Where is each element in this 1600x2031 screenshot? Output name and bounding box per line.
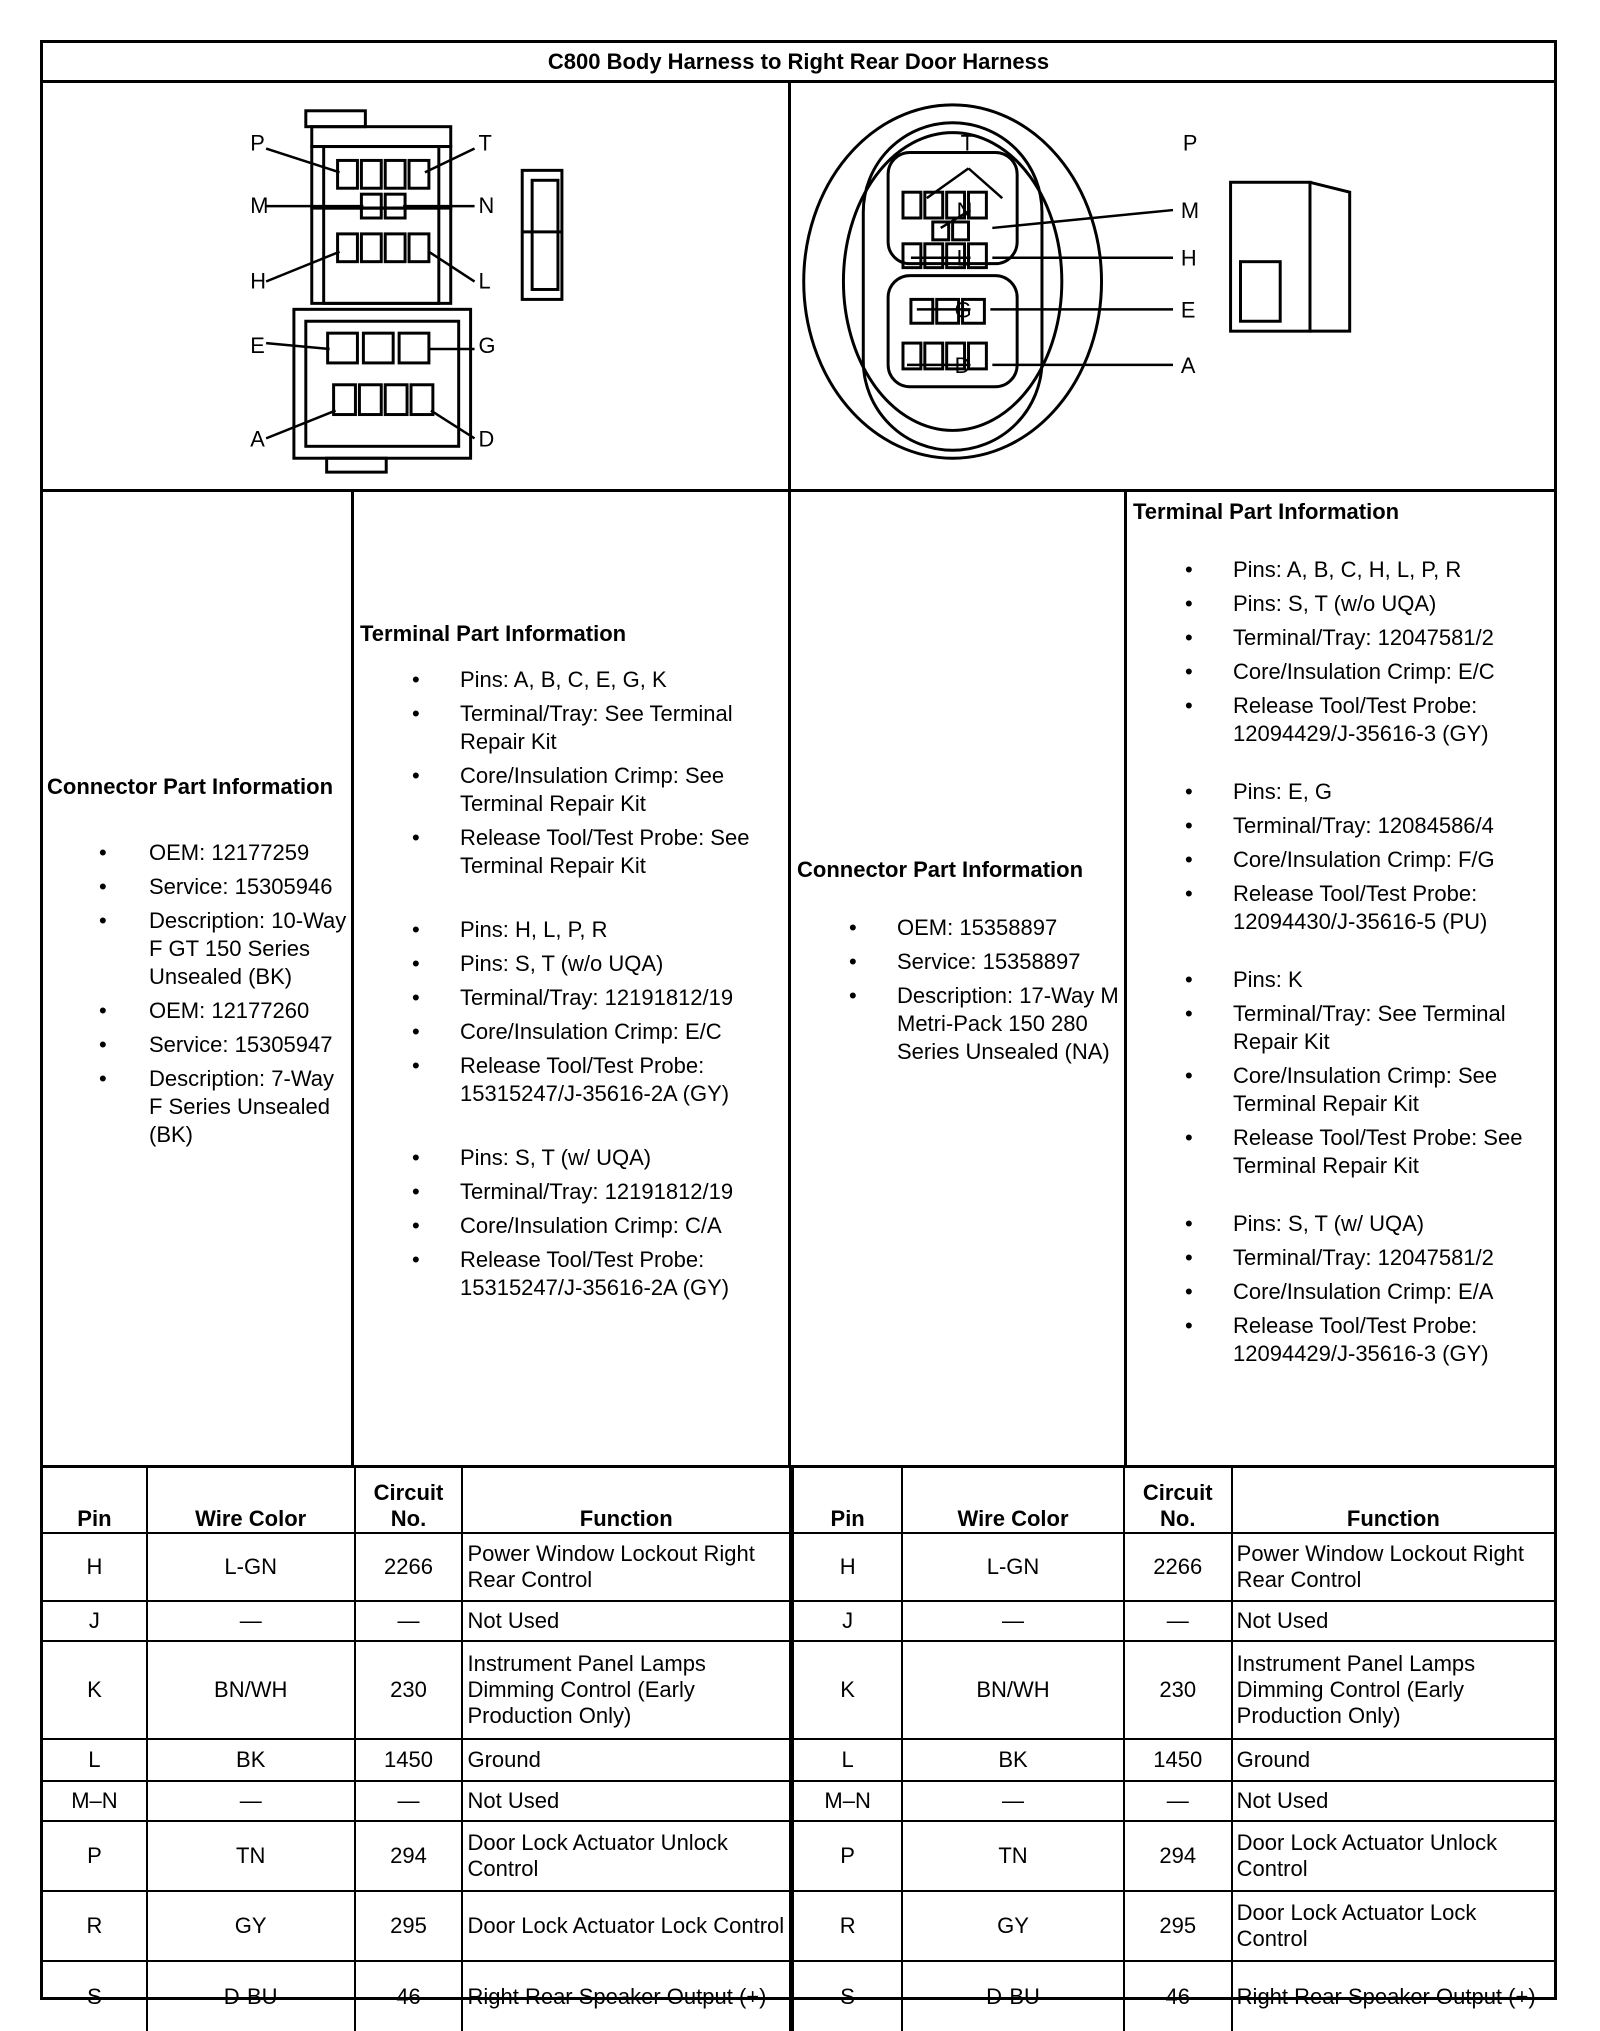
list-item: • Pins: S, T (w/ UQA) xyxy=(1133,1210,1554,1238)
wire-color-cell: L-GN xyxy=(147,1533,355,1601)
column-header: Wire Color xyxy=(147,1468,355,1533)
wire-color-cell: D-BU xyxy=(147,1961,355,2031)
column-header: Wire Color xyxy=(902,1468,1124,1533)
list-item: • Terminal/Tray: 12191812/19 xyxy=(360,984,788,1012)
list-item: • Release Tool/Test Probe: 15315247/J-35616-2A (GY) xyxy=(360,1052,788,1108)
part-info-list xyxy=(797,914,1124,1072)
table-row xyxy=(43,1533,790,1601)
section-heading: Connector Part Information xyxy=(47,773,334,799)
function-cell: Door Lock Actuator Lock Control xyxy=(462,1891,790,1961)
list-item: • Release Tool/Test Probe: 15315247/J-35616-2A (GY) xyxy=(360,1246,788,1302)
wire-color-cell: TN xyxy=(902,1821,1124,1891)
door-connector-part-info xyxy=(791,492,1127,1465)
table-row xyxy=(793,1533,1555,1601)
list-item: • Core/Insulation Crimp: See Terminal Repair Kit xyxy=(1133,1062,1554,1118)
pin-label: L xyxy=(956,245,969,271)
column-header: Function xyxy=(462,1468,790,1533)
list-item: • Service: 15305946 xyxy=(47,873,351,901)
list-item: • Core/Insulation Crimp: C/A xyxy=(360,1212,788,1240)
list-item: • Core/Insulation Crimp: E/A xyxy=(1133,1278,1554,1306)
table-row xyxy=(43,1961,790,2031)
pin-cell: S xyxy=(43,1961,147,2031)
list-item: • Service: 15358897 xyxy=(797,948,1124,976)
pin-label: A xyxy=(250,426,265,452)
list-item: • Core/Insulation Crimp: E/C xyxy=(360,1018,788,1046)
wire-color-cell: TN xyxy=(147,1821,355,1891)
terminal-group xyxy=(360,916,788,1114)
list-item: • Pins: S, T (w/o UQA) xyxy=(1133,590,1554,618)
section-heading: Connector Part Information xyxy=(797,856,1084,882)
pin-label: M xyxy=(1180,198,1200,224)
pin-label: H xyxy=(250,268,266,294)
pin-cell: R xyxy=(793,1891,903,1961)
circuit-cell: — xyxy=(355,1601,463,1641)
wire-color-cell: — xyxy=(147,1781,355,1821)
function-cell: Ground xyxy=(462,1739,790,1781)
list-item: • Pins: K xyxy=(1133,966,1554,994)
function-cell: Power Window Lockout Right Rear Control xyxy=(1232,1533,1554,1601)
wire-color-cell: L-GN xyxy=(902,1533,1124,1601)
table-row xyxy=(793,1781,1555,1821)
pin-label: E xyxy=(1180,297,1196,323)
list-item: • Release Tool/Test Probe: 12094429/J-35616-3 (GY) xyxy=(1133,692,1554,748)
list-item: • Description: 10-Way F GT 150 Series Unsealed (BK) xyxy=(47,907,351,991)
wire-color-cell: BN/WH xyxy=(902,1641,1124,1739)
function-cell: Power Window Lockout Right Rear Control xyxy=(462,1533,790,1601)
document-frame xyxy=(40,40,1557,2009)
list-item: • OEM: 12177260 xyxy=(47,997,351,1025)
terminal-group xyxy=(1133,778,1554,936)
wire-color-cell: BK xyxy=(902,1739,1124,1781)
wire-color-cell: — xyxy=(902,1601,1124,1641)
pin-cell: H xyxy=(43,1533,147,1601)
table-row xyxy=(43,1641,790,1739)
table-row xyxy=(43,1739,790,1781)
circuit-cell: — xyxy=(1124,1601,1232,1641)
table-header-row xyxy=(793,1468,1555,1533)
function-cell: Not Used xyxy=(462,1601,790,1641)
wire-color-cell: D-BU xyxy=(902,1961,1124,2031)
wire-color-cell: BK xyxy=(147,1739,355,1781)
wire-color-cell: GY xyxy=(902,1891,1124,1961)
pin-label: T xyxy=(478,130,492,156)
pin-label: L xyxy=(478,268,491,294)
pin-label: G xyxy=(954,297,972,323)
part-information-section xyxy=(43,492,1554,1468)
list-item: • Terminal/Tray: See Terminal Repair Kit xyxy=(1133,1000,1554,1056)
pin-cell: J xyxy=(43,1601,147,1641)
pin-label: E xyxy=(250,333,265,359)
function-cell: Door Lock Actuator Unlock Control xyxy=(462,1821,790,1891)
pin-label: D xyxy=(478,426,495,452)
circuit-cell: 2266 xyxy=(1124,1533,1232,1601)
table-row xyxy=(43,1601,790,1641)
function-cell: Door Lock Actuator Unlock Control xyxy=(1232,1821,1554,1891)
function-cell: Instrument Panel Lamps Dimming Control (Early Production Only) xyxy=(1232,1641,1554,1739)
circuit-cell: 230 xyxy=(355,1641,463,1739)
page-title: C800 Body Harness to Right Rear Door Harness xyxy=(43,43,1554,83)
pin-cell: M–N xyxy=(43,1781,147,1821)
list-item: • Terminal/Tray: See Terminal Repair Kit xyxy=(360,700,788,756)
body-harness-connector-diagram xyxy=(43,83,791,489)
pin-label: N xyxy=(478,193,495,219)
pin-label: P xyxy=(250,130,265,156)
list-item: • Pins: E, G xyxy=(1133,778,1554,806)
pin-cell: S xyxy=(793,1961,903,2031)
table-row xyxy=(793,1739,1555,1781)
pin-label: P xyxy=(1182,130,1198,156)
body-connector-part-info xyxy=(43,492,354,1465)
pin-cell: P xyxy=(43,1821,147,1891)
terminal-group xyxy=(360,666,788,886)
list-item: • Release Tool/Test Probe: 12094429/J-35616-3 (GY) xyxy=(1133,1312,1554,1368)
terminal-group xyxy=(1133,1210,1554,1368)
pin-cell: K xyxy=(793,1641,903,1739)
list-item: • Release Tool/Test Probe: See Terminal Repair Kit xyxy=(360,824,788,880)
pin-label: T xyxy=(960,130,974,156)
pin-cell: L xyxy=(793,1739,903,1781)
table-row xyxy=(793,1601,1555,1641)
wire-color-cell: GY xyxy=(147,1891,355,1961)
column-header: Pin xyxy=(43,1468,147,1533)
circuit-cell: 230 xyxy=(1124,1641,1232,1739)
body-pinout-table xyxy=(43,1468,791,2031)
section-heading: Terminal Part Information xyxy=(1133,499,1400,524)
door-terminal-part-info xyxy=(1127,492,1554,1465)
list-item: • OEM: 15358897 xyxy=(797,914,1124,942)
circuit-cell: 1450 xyxy=(355,1739,463,1781)
circuit-cell: — xyxy=(355,1781,463,1821)
pin-cell: H xyxy=(793,1533,903,1601)
pin-cell: J xyxy=(793,1601,903,1641)
list-item: • OEM: 12177259 xyxy=(47,839,351,867)
column-header: Pin xyxy=(793,1468,903,1533)
circuit-cell: — xyxy=(1124,1781,1232,1821)
function-cell: Not Used xyxy=(462,1781,790,1821)
list-item: • Core/Insulation Crimp: E/C xyxy=(1133,658,1554,686)
function-cell: Not Used xyxy=(1232,1781,1554,1821)
function-cell: Not Used xyxy=(1232,1601,1554,1641)
list-item: • Description: 7-Way F Series Unsealed (BK) xyxy=(47,1065,351,1149)
list-item: • Terminal/Tray: 12191812/19 xyxy=(360,1178,788,1206)
pin-cell: K xyxy=(43,1641,147,1739)
circuit-cell: 2266 xyxy=(355,1533,463,1601)
terminal-group xyxy=(1133,966,1554,1180)
list-item: • Service: 15305947 xyxy=(47,1031,351,1059)
table-row xyxy=(793,1891,1555,1961)
circuit-cell: 294 xyxy=(1124,1821,1232,1891)
list-item: • Description: 17-Way M Metri-Pack 150 280 Series Unsealed (NA) xyxy=(797,982,1124,1066)
column-header: Function xyxy=(1232,1468,1554,1533)
table-row xyxy=(793,1641,1555,1739)
door-connector-face-view xyxy=(791,83,1554,489)
part-info-list xyxy=(47,839,351,1155)
pin-cell: M–N xyxy=(793,1781,903,1821)
terminal-group xyxy=(360,1144,788,1308)
list-item: • Pins: H, L, P, R xyxy=(360,916,788,944)
list-item: • Terminal/Tray: 12047581/2 xyxy=(1133,1244,1554,1272)
list-item: • Pins: A, B, C, E, G, K xyxy=(360,666,788,694)
list-item: • Core/Insulation Crimp: See Terminal Repair Kit xyxy=(360,762,788,818)
column-header: Circuit No. xyxy=(355,1468,463,1533)
function-cell: Ground xyxy=(1232,1739,1554,1781)
function-cell: Right Rear Speaker Output (+) xyxy=(1232,1961,1554,2031)
table-row xyxy=(43,1821,790,1891)
wire-color-cell: BN/WH xyxy=(147,1641,355,1739)
list-item: • Terminal/Tray: 12047581/2 xyxy=(1133,624,1554,652)
body-terminal-part-info xyxy=(354,492,791,1465)
list-item: • Core/Insulation Crimp: F/G xyxy=(1133,846,1554,874)
column-header: Circuit No. xyxy=(1124,1468,1232,1533)
function-cell: Door Lock Actuator Lock Control xyxy=(1232,1891,1554,1961)
list-item: • Pins: S, T (w/ UQA) xyxy=(360,1144,788,1172)
pin-cell: L xyxy=(43,1739,147,1781)
circuit-cell: 46 xyxy=(355,1961,463,2031)
pin-label: N xyxy=(956,198,973,224)
wire-color-cell: — xyxy=(147,1601,355,1641)
terminal-group xyxy=(1133,556,1554,748)
section-heading: Terminal Part Information xyxy=(360,620,627,646)
pin-label: A xyxy=(1180,352,1196,378)
function-cell: Instrument Panel Lamps Dimming Control (Early Production Only) xyxy=(462,1641,790,1739)
pin-cell: P xyxy=(793,1821,903,1891)
wire-color-cell: — xyxy=(902,1781,1124,1821)
circuit-cell: 1450 xyxy=(1124,1739,1232,1781)
table-row xyxy=(793,1961,1555,2031)
pin-label: G xyxy=(478,333,496,359)
table-row xyxy=(793,1821,1555,1891)
table-row xyxy=(43,1781,790,1821)
circuit-cell: 295 xyxy=(1124,1891,1232,1961)
pin-label: H xyxy=(1180,245,1197,271)
circuit-cell: 46 xyxy=(1124,1961,1232,2031)
circuit-cell: 295 xyxy=(355,1891,463,1961)
list-item: • Release Tool/Test Probe: 12094430/J-35616-5 (PU) xyxy=(1133,880,1554,936)
circuit-cell: 294 xyxy=(355,1821,463,1891)
connector-diagrams xyxy=(43,83,1554,492)
pin-label: M xyxy=(250,193,269,219)
list-item: • Pins: A, B, C, H, L, P, R xyxy=(1133,556,1554,584)
door-harness-connector-diagram xyxy=(791,83,1554,489)
list-item: • Pins: S, T (w/o UQA) xyxy=(360,950,788,978)
pin-label: D xyxy=(954,352,971,378)
table-header-row xyxy=(43,1468,790,1533)
list-item: • Terminal/Tray: 12084586/4 xyxy=(1133,812,1554,840)
function-cell: Right Rear Speaker Output (+) xyxy=(462,1961,790,2031)
door-pinout-table xyxy=(791,1468,1554,2031)
body-connector-face-view xyxy=(43,83,788,489)
list-item: • Release Tool/Test Probe: See Terminal Repair Kit xyxy=(1133,1124,1554,1180)
pin-cell: R xyxy=(43,1891,147,1961)
table-row xyxy=(43,1891,790,1961)
